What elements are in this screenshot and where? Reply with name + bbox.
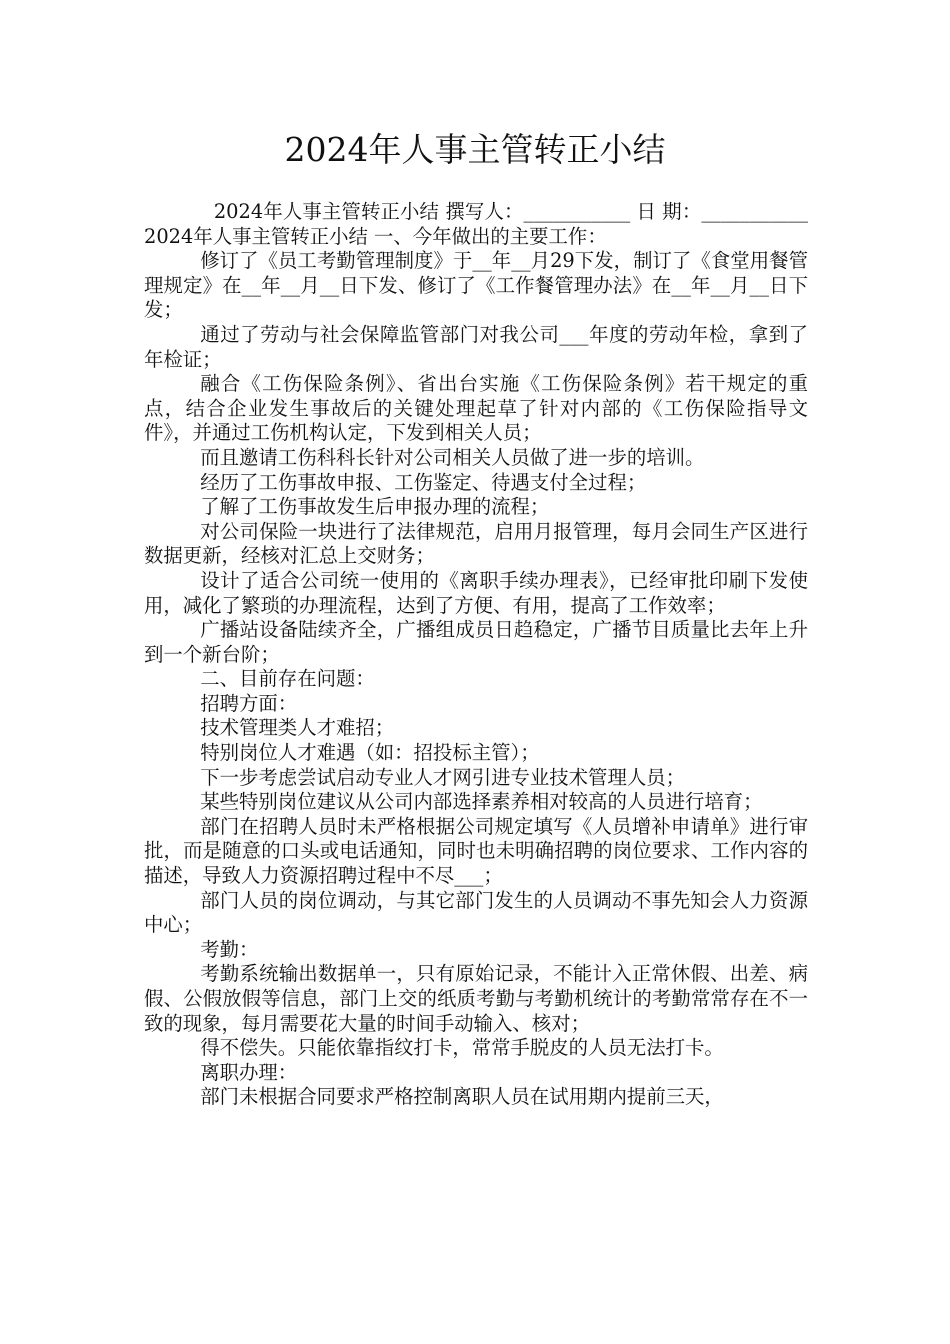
paragraph-special-posts: 特别岗位人才难遇（如：招投标主管）；	[200, 741, 540, 765]
paragraph-attendance-rules: 修订了《员工考勤管理制度》于__年__月29下发，制订了《食堂用餐管理规定》在__年__月__日下发、修订了《工作餐管理办法》在__年__月__日下发；	[144, 249, 808, 322]
subheading-resignation: 离职办理：	[200, 1060, 298, 1084]
paragraph-talent-network: 下一步考虑尝试启动专业人才网引进专业技术管理人员；	[200, 765, 686, 789]
paragraph-transfer: 部门人员的岗位调动，与其它部门发生的人员调动不事先知会人力资源中心；	[144, 888, 808, 937]
section-heading-problems: 二、目前存在问题：	[200, 667, 375, 691]
document-title: 2024年人事主管转正小结	[284, 130, 666, 169]
paragraph-fingerprint: 得不偿失。只能依靠指纹打卡，常常手脱皮的人员无法打卡。	[200, 1036, 724, 1060]
paragraph-injury-flow: 了解了工伤事故发生后申报办理的流程；	[200, 495, 550, 519]
paragraph-recruit-approval: 部门在招聘人员时未严格根据公司规定填写《人员增补申请单》进行审批，而是随意的口头或电话通知，同时也未明确招聘的岗位要求、工作内容的描述，导致人力资源招聘过程中不尽___；	[144, 814, 808, 888]
subheading-attendance: 考勤：	[200, 937, 259, 961]
subheading-recruitment: 招聘方面：	[200, 691, 298, 715]
paragraph-internal-selection: 某些特别岗位建议从公司内部选择素养相对较高的人员进行培育；	[200, 790, 763, 814]
paragraph-resignation-form: 设计了适合公司统一使用的《离职手续办理表》，已经审批印刷下发使用，减化了繁琐的办理流程，达到了方便、有用，提高了工作效率；	[144, 568, 808, 617]
paragraph-injury-insurance: 融合《工伤保险条例》、省出台实施《工伤保险条例》若干规定的重点，结合企业发生事故后的关键处理起草了针对内部的《工伤保险指导文件》，并通过工伤机构认定，下发到相关人员；	[144, 372, 808, 445]
paragraph-injury-process: 经历了工伤事故申报、工伤鉴定、待遇支付全过程；	[200, 470, 647, 494]
paragraph-insurance-standard: 对公司保险一块进行了法律规范，启用月报管理，每月会同生产区进行数据更新，经核对汇总上交财务；	[144, 519, 808, 568]
paragraph-broadcast: 广播站设备陆续齐全，广播组成员日趋稳定，广播节目质量比去年上升到一个新台阶；	[144, 618, 808, 666]
paragraph-resignation-control: 部门未根据合同要求严格控制离职人员在试用期内提前三天，	[200, 1085, 724, 1109]
paragraph-tech-talent: 技术管理类人才难招；	[200, 716, 395, 740]
intro-paragraph: 2024年人事主管转正小结 撰写人：___________ 日 期：___________ 2024年人事主管转正小结 一、今年做出的主要工作：	[144, 200, 808, 248]
paragraph-training: 而且邀请工伤科科长针对公司相关人员做了进一步的培训。	[200, 445, 705, 469]
paragraph-labor-inspection: 通过了劳动与社会保障监管部门对我公司___年度的劳动年检，拿到了年检证；	[144, 322, 808, 371]
paragraph-attendance-system: 考勤系统输出数据单一，只有原始记录，不能计入正常休假、出差、病假、公假放假等信息，部门上交的纸质考勤与考勤机统计的考勤常常存在不一致的现象，每月需要花大量的时间手动输入、核对；	[144, 962, 808, 1035]
document-body	[144, 200, 808, 1110]
